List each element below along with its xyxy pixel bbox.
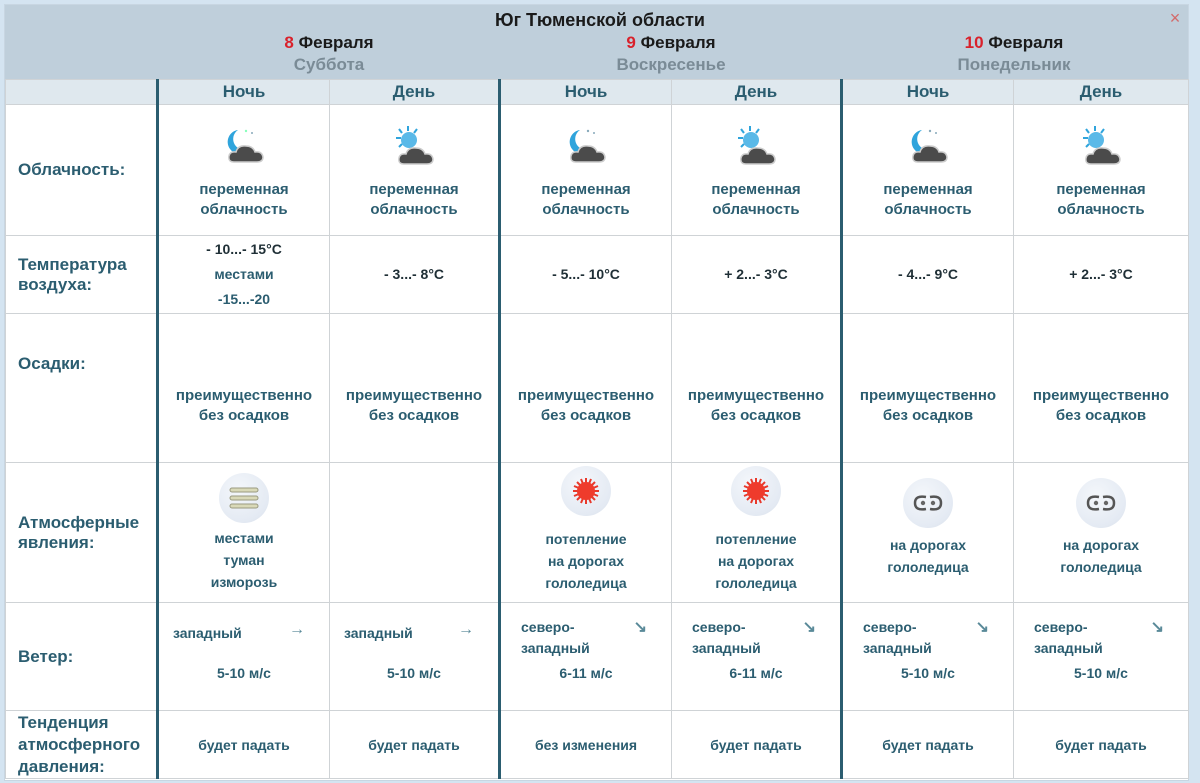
pressure-cell: будет падать [158,711,330,779]
wind-arrow-southeast-icon: ↘ [633,619,647,636]
row-label-cloudiness: Облачность: [6,105,158,236]
wind-cell: северо- западный ↘ 5-10 м/с [842,603,1014,711]
weekday: Воскресенье [616,55,726,74]
phenomena-cell: на дорогах гололедица [842,463,1014,603]
period-night: Ночь [500,80,672,105]
period-night: Ночь [158,80,330,105]
month: Февраля [640,33,716,52]
sun-cloud-icon [1014,124,1188,180]
wind-row [6,603,1189,711]
row-label-phenomena: Атмосферные явления: [6,463,158,603]
moon-cloud-icon [159,124,329,180]
weekday: Суббота [293,55,365,74]
cloudiness-cell: переменная облачность [158,105,330,236]
cloudiness-row [6,105,1189,236]
region-title: Юг Тюменской области [495,10,705,30]
wind-cell: западный → 5-10 м/с [330,603,500,711]
day-number: 8 [284,33,294,52]
temperature-cell: + 2...- 3°C [672,236,842,314]
weather-forecast-panel [4,4,1189,781]
phenomena-cell: потепление на дорогах гололедица [672,463,842,603]
moon-cloud-icon [843,124,1013,180]
temperature-cell: - 3...- 8°C [330,236,500,314]
month: Февраля [988,33,1064,52]
row-label-precipitation: Осадки: [6,314,158,463]
wind-cell: северо- западный ↘ 5-10 м/с [1014,603,1189,711]
temperature-cell: - 5...- 10°C [500,236,672,314]
precipitation-cell: преимущественно без осадков [1014,314,1189,463]
pressure-cell: будет падать [1014,711,1189,779]
ice-icon [1076,478,1126,528]
precipitation-cell: преимущественно без осадков [672,314,842,463]
wind-arrow-southeast-icon: ↘ [975,619,989,636]
ice-icon [903,478,953,528]
day-header-2 [500,32,842,76]
pressure-cell: будет падать [672,711,842,779]
wind-cell: западный → 5-10 м/с [158,603,330,711]
sun-cloud-icon [672,124,840,180]
pressure-cell: без изменения [500,711,672,779]
phenomena-cell: на дорогах гололедица [1014,463,1189,603]
pressure-cell: будет падать [330,711,500,779]
day-number: 10 [964,33,984,52]
period-header-row [6,80,1189,105]
temperature-row [6,236,1189,314]
phenomena-cell-empty [330,463,500,603]
precipitation-cell: преимущественно без осадков [158,314,330,463]
wind-arrow-east-icon: → [289,621,305,638]
warming-icon [561,466,611,516]
row-label-pressure: Тенденция атмосферного давления: [6,711,158,779]
cloudiness-cell: переменная облачность [842,105,1014,236]
wind-cell: северо- западный ↘ 6-11 м/с [672,603,842,711]
day-header-3 [843,32,1185,76]
phenomena-cell: потепление на дорогах гололедица [500,463,672,603]
period-day: День [1014,80,1189,105]
precipitation-cell: преимущественно без осадков [500,314,672,463]
wind-arrow-east-icon: → [458,621,474,638]
day-header-1 [158,32,500,76]
moon-cloud-icon [501,124,671,180]
month: Февраля [298,33,374,52]
precipitation-cell: преимущественно без осадков [330,314,500,463]
temperature-cell: - 4...- 9°C [842,236,1014,314]
warming-icon [731,466,781,516]
cloudiness-cell: переменная облачность [500,105,672,236]
precipitation-row [6,314,1189,463]
phenomena-cell: местами туман изморозь [158,463,330,603]
wind-arrow-southeast-icon: ↘ [802,619,816,636]
cloudiness-cell: переменная облачность [1014,105,1189,236]
forecast-header [5,5,1188,79]
row-label-temperature: Температура воздуха: [6,236,158,314]
precipitation-cell: преимущественно без осадков [842,314,1014,463]
fog-icon [219,473,269,523]
weekday: Понедельник [957,55,1071,74]
period-day: День [672,80,842,105]
wind-cell: северо- западный ↘ 6-11 м/с [500,603,672,711]
close-icon[interactable]: × [1169,8,1181,28]
pressure-cell: будет падать [842,711,1014,779]
phenomena-row [6,463,1189,603]
period-day: День [330,80,500,105]
row-label-wind: Ветер: [6,603,158,711]
sun-cloud-icon [330,124,498,180]
cloudiness-cell: переменная облачность [672,105,842,236]
wind-arrow-southeast-icon: ↘ [1150,619,1164,636]
period-night: Ночь [842,80,1014,105]
day-number: 9 [626,33,636,52]
temperature-cell: + 2...- 3°C [1014,236,1189,314]
temperature-cell: - 10...- 15°C местами -15...-20 [158,236,330,314]
pressure-row [6,711,1189,779]
cloudiness-cell: переменная облачность [330,105,500,236]
forecast-table [5,79,1189,779]
